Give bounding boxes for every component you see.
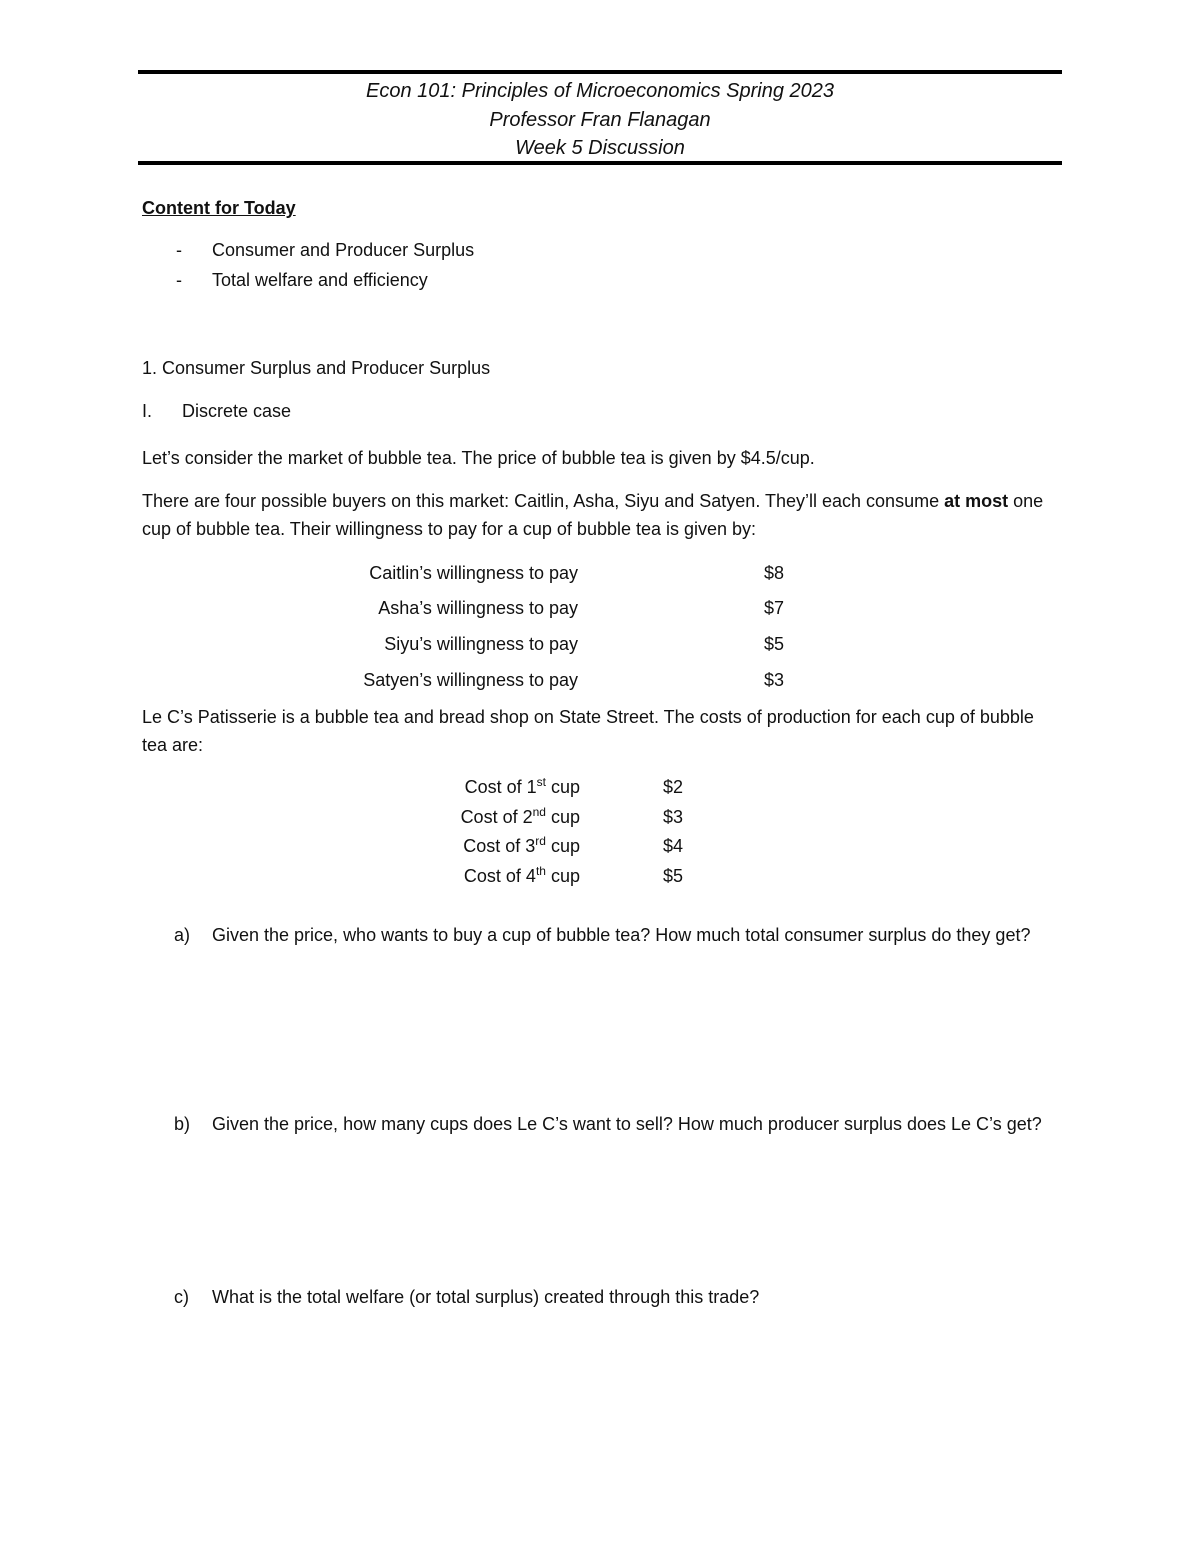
wtp-value: $8 — [764, 563, 785, 583]
content-item: Total welfare and efficiency — [212, 270, 428, 290]
week-title: Week 5 Discussion — [515, 137, 685, 159]
content-item: Consumer and Producer Surplus — [212, 240, 475, 260]
cost-label: Cost of 4th cup — [463, 864, 580, 886]
question-b-label: b) — [174, 1114, 191, 1134]
question-c-text: What is the total welfare (or total surplus) created through this trade? — [212, 1287, 760, 1307]
wtp-value: $5 — [764, 634, 785, 654]
question-c-label: c) — [174, 1287, 189, 1307]
content-heading: Content for Today — [142, 198, 296, 218]
course-title: Econ 101: Principles of Microeconomics Spring 2023 — [365, 80, 835, 102]
wtp-label: Caitlin’s willingness to pay — [369, 563, 578, 583]
bullet-dash: - — [176, 270, 182, 290]
buyers-text-emphasis: at most — [944, 491, 1009, 511]
cost-value: $3 — [663, 807, 684, 827]
header-bottom-rule — [138, 161, 1062, 165]
wtp-label: Siyu’s willingness to pay — [384, 634, 578, 654]
wtp-value: $3 — [764, 670, 785, 690]
section-1-title: 1. Consumer Surplus and Producer Surplus — [142, 358, 491, 378]
header-top-rule — [138, 70, 1062, 74]
cost-label: Cost of 1st cup — [464, 775, 580, 797]
subsection-title: Discrete case — [182, 401, 292, 421]
intro-paragraph: Let’s consider the market of bubble tea. The price of bubble tea is given by $4.5/cup. — [142, 448, 815, 468]
wtp-value: $7 — [764, 598, 785, 618]
cost-value: $4 — [663, 836, 684, 856]
bullet-dash: - — [176, 240, 182, 260]
cost-label: Cost of 3rd cup — [463, 834, 580, 856]
question-b-text: Given the price, how many cups does Le C’s want to sell? How much producer surplus does Le C’s get? — [212, 1114, 1042, 1134]
wtp-label: Asha’s willingness to pay — [378, 598, 578, 618]
buyers-text-start: There are four possible buyers on this market: Caitlin, Asha, Siyu and Satyen. They’ll each consume — [142, 491, 945, 511]
question-a-text: Given the price, who wants to buy a cup of bubble tea? How much total consumer surplus do they get? — [212, 925, 1031, 945]
buyers-text-end: one cup of bubble tea. Their willingness to pay for a cup of bubble tea is given by: — [142, 491, 1044, 539]
cost-label: Cost of 2nd cup — [460, 805, 580, 827]
professor-name: Professor Fran Flanagan — [489, 109, 711, 131]
cost-value: $5 — [663, 866, 684, 886]
cost-value: $2 — [663, 777, 684, 797]
wtp-label: Satyen’s willingness to pay — [363, 670, 578, 690]
buyers-paragraph — [142, 487, 1062, 543]
subsection-numeral: I. — [142, 401, 153, 421]
question-a-label: a) — [174, 925, 191, 945]
producer-paragraph: Le C’s Patisserie is a bubble tea and bread shop on State Street. The costs of production for each cup of bubble tea are: — [142, 707, 1034, 755]
